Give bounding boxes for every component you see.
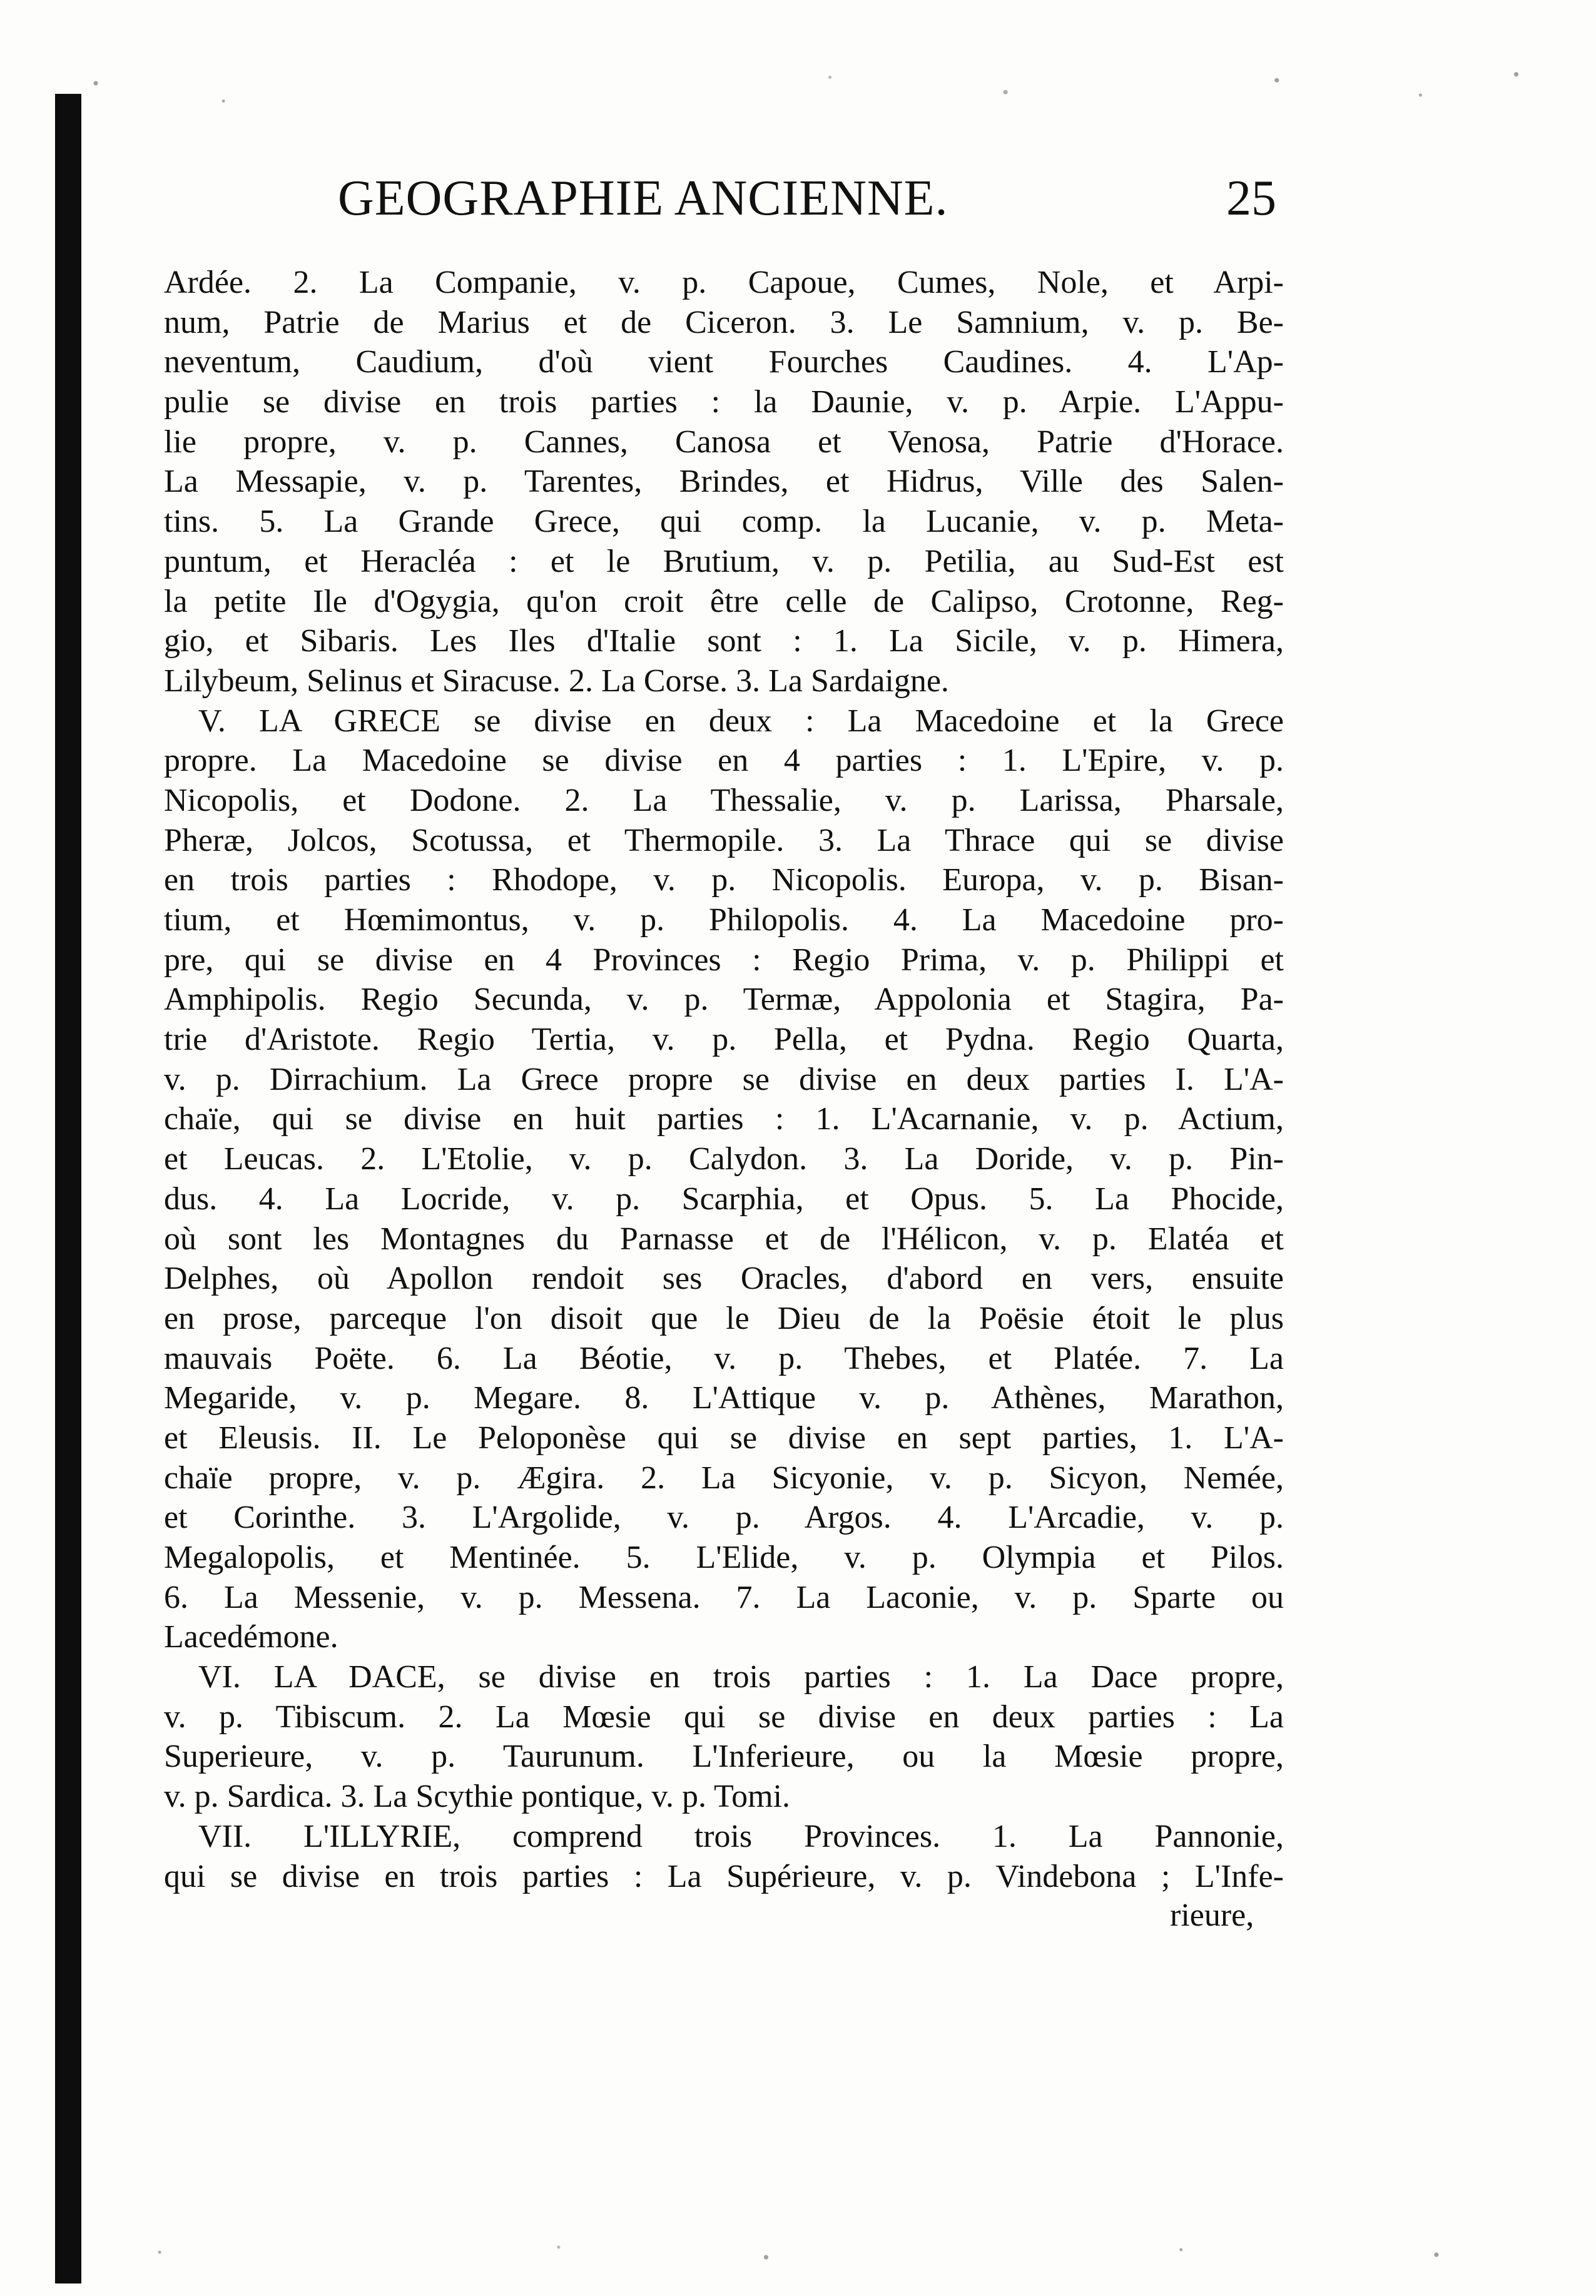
text-line: et Eleusis. II. Le Peloponèse qui se divise en sept parties, 1. L'A- [164, 1420, 1284, 1456]
text-line: v. p. Dirrachium. La Grece propre se divise en deux parties I. L'A- [164, 1061, 1284, 1097]
running-title: GEOGRAPHIE ANCIENNE. [338, 171, 948, 226]
text-line: gio, et Sibaris. Les Iles d'Italie sont : 1. La Sicile, v. p. Himera, [164, 623, 1284, 659]
top-edge-speckle [0, 59, 1596, 119]
text-line: en trois parties : Rhodope, v. p. Nicopolis. Europa, v. p. Bisan- [164, 862, 1284, 898]
text-line: Megalopolis, et Mentinée. 5. L'Elide, v. p. Olympia et Pilos. [164, 1540, 1284, 1575]
text-line: chaïe, qui se divise en huit parties : 1. L'Acarnanie, v. p. Actium, [164, 1101, 1284, 1137]
binding-shadow-bar [55, 94, 81, 2283]
text-line: puntum, et Heracléa : et le Brutium, v. p. Petilia, au Sud-Est est [164, 543, 1284, 579]
text-line: v. p. Sardica. 3. La Scythie pontique, v. p. Tomi. [164, 1779, 791, 1815]
text-line: et Leucas. 2. L'Etolie, v. p. Calydon. 3. La Doride, v. p. Pin- [164, 1141, 1284, 1177]
text-line: Lacedémone. [164, 1619, 338, 1655]
text-line: V. LA GRECE se divise en deux : La Macedoine et la Grece [198, 703, 1284, 739]
text-line: num, Patrie de Marius et de Ciceron. 3. Le Samnium, v. p. Be- [164, 304, 1284, 340]
text-line: neventum, Caudium, d'où vient Fourches Caudines. 4. L'Ap- [164, 344, 1284, 380]
text-line: la petite Ile d'Ogygia, qu'on croit être celle de Calipso, Crotonne, Reg- [164, 583, 1284, 619]
text-line: Delphes, où Apollon rendoit ses Oracles, d'abord en vers, ensuite [164, 1261, 1284, 1297]
text-line: en prose, parceque l'on disoit que le Dieu de la Poësie étoit le plus [164, 1300, 1284, 1336]
text-line: Megaride, v. p. Megare. 8. L'Attique v. p. Athènes, Marathon, [164, 1380, 1284, 1416]
text-line: VII. L'ILLYRIE, comprend trois Provinces. 1. La Pannonie, [198, 1818, 1284, 1854]
text-line: et Corinthe. 3. L'Argolide, v. p. Argos. 4. L'Arcadie, v. p. [164, 1500, 1284, 1536]
text-line: Pheræ, Jolcos, Scotussa, et Thermopile. 3. La Thrace qui se divise [164, 822, 1284, 858]
text-line: trie d'Aristote. Regio Tertia, v. p. Pella, et Pydna. Regio Quarta, [164, 1022, 1284, 1058]
text-line: Lilybeum, Selinus et Siracuse. 2. La Corse. 3. La Sardaigne. [164, 663, 949, 699]
text-line: pulie se divise en trois parties : la Daunie, v. p. Arpie. L'Appu- [164, 384, 1284, 420]
text-line: Amphipolis. Regio Secunda, v. p. Termæ, Appolonia et Stagira, Pa- [164, 982, 1284, 1018]
text-line: Superieure, v. p. Taurunum. L'Inferieure, ou la Mœsie propre, [164, 1739, 1284, 1775]
text-line: mauvais Poëte. 6. La Béotie, v. p. Thebes, et Platée. 7. La [164, 1340, 1284, 1376]
text-line: La Messapie, v. p. Tarentes, Brindes, et Hidrus, Ville des Salen- [164, 464, 1284, 500]
text-line: propre. La Macedoine se divise en 4 parties : 1. L'Epire, v. p. [164, 743, 1284, 779]
text-line: chaïe propre, v. p. Ægira. 2. La Sicyonie, v. p. Sicyon, Nemée, [164, 1460, 1284, 1496]
text-line: qui se divise en trois parties : La Supérieure, v. p. Vindebona ; L'Infe- [164, 1858, 1284, 1894]
text-line: tium, et Hœmimontus, v. p. Philopolis. 4. La Macedoine pro- [164, 902, 1284, 938]
text-line: 6. La Messenie, v. p. Messena. 7. La Laconie, v. p. Sparte ou [164, 1579, 1284, 1615]
text-line: tins. 5. La Grande Grece, qui comp. la Lucanie, v. p. Meta- [164, 504, 1284, 540]
page-number: 25 [1226, 171, 1276, 226]
text-line: lie propre, v. p. Cannes, Canosa et Venosa, Patrie d'Horace. [164, 424, 1284, 460]
body-text [164, 263, 1284, 1896]
text-line: où sont les Montagnes du Parnasse et de l'Hélicon, v. p. Elatéa et [164, 1221, 1284, 1257]
catchword: rieure, [1170, 1897, 1254, 1933]
text-line: Nicopolis, et Dodone. 2. La Thessalie, v. p. Larissa, Pharsale, [164, 782, 1284, 818]
text-line: v. p. Tibiscum. 2. La Mœsie qui se divise en deux parties : La [164, 1699, 1284, 1735]
bottom-edge-speckle [0, 2227, 1596, 2277]
text-line: pre, qui se divise en 4 Provinces : Regio Prima, v. p. Philippi et [164, 942, 1284, 978]
text-line: dus. 4. La Locride, v. p. Scarphia, et Opus. 5. La Phocide, [164, 1181, 1284, 1217]
page-header [338, 164, 1276, 233]
text-line: Ardée. 2. La Companie, v. p. Capoue, Cumes, Nole, et Arpi- [164, 265, 1284, 300]
text-line: VI. LA DACE, se divise en trois parties : 1. La Dace propre, [198, 1659, 1284, 1695]
